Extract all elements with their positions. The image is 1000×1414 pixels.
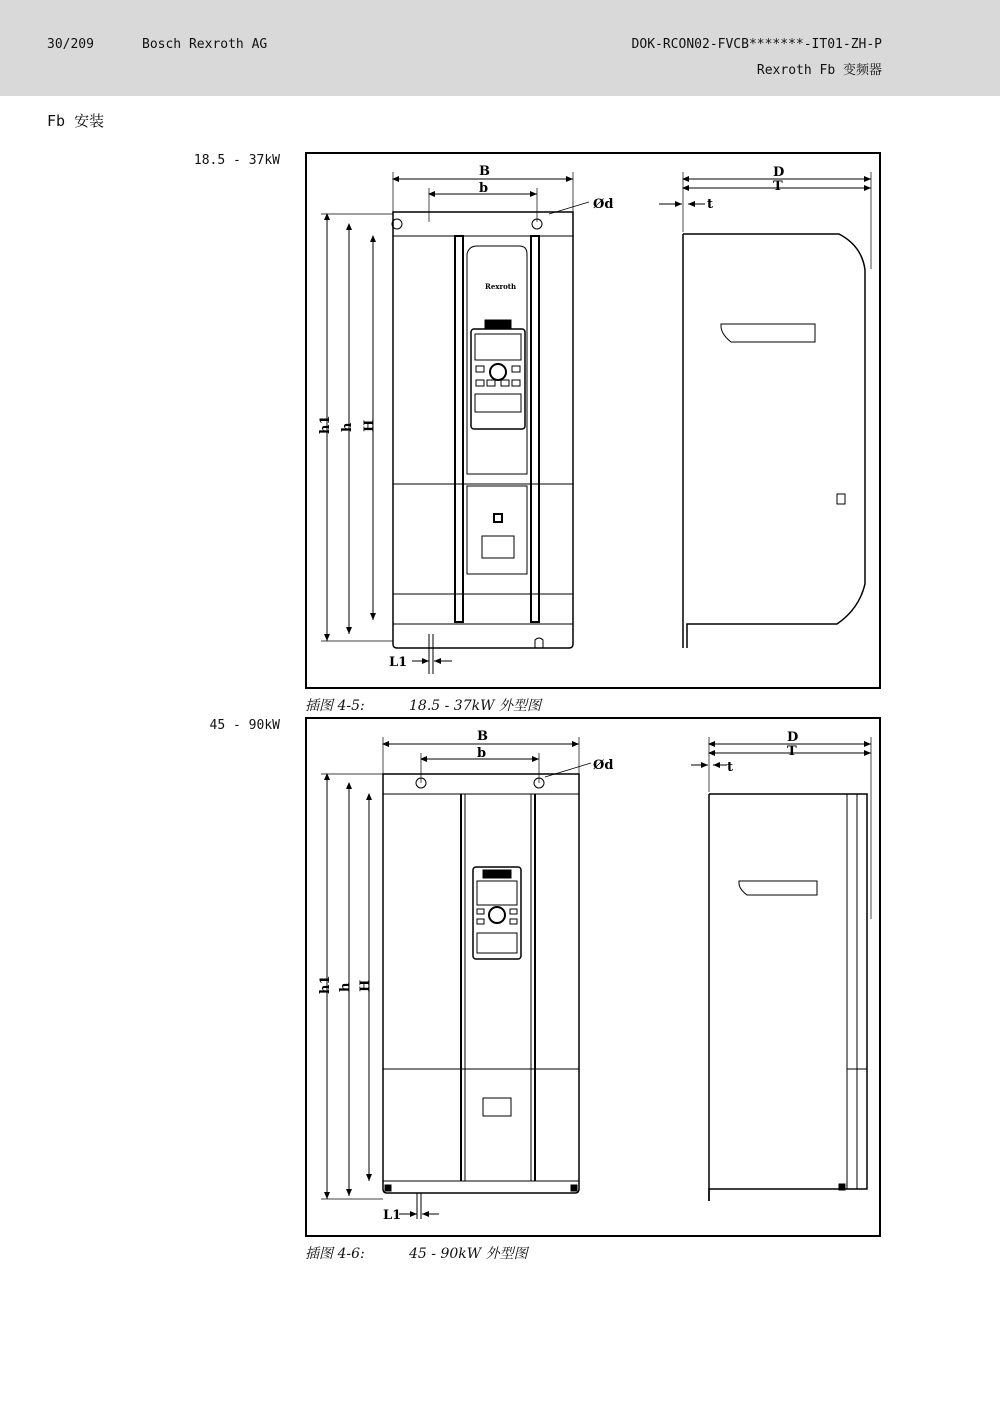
power-label-2: 45 - 90kW xyxy=(209,718,280,733)
svg-text:H: H xyxy=(362,419,377,432)
svg-text:Ød: Ød xyxy=(593,758,614,773)
svg-text:B: B xyxy=(477,729,488,744)
page-header xyxy=(0,0,1000,96)
svg-text:h1: h1 xyxy=(318,975,333,994)
svg-text:t: t xyxy=(707,197,714,212)
page-number: 30/209 xyxy=(47,37,94,52)
caption-text-2: 45 - 90kW 外型图 xyxy=(409,1246,528,1262)
svg-text:D: D xyxy=(773,165,785,180)
svg-text:b: b xyxy=(477,746,487,761)
caption-number-2: 插图 4-6: xyxy=(305,1246,365,1262)
svg-text:L1: L1 xyxy=(383,1208,402,1223)
svg-text:T: T xyxy=(787,744,797,759)
document-code: DOK-RCON02-FVCB*******-IT01-ZH-P xyxy=(631,37,882,52)
svg-text:h1: h1 xyxy=(318,415,333,434)
svg-text:D: D xyxy=(787,730,799,745)
svg-text:b: b xyxy=(479,181,489,196)
figure-4-6-drawing xyxy=(305,717,881,1237)
svg-text:B: B xyxy=(479,164,490,179)
section-title: Fb 安装 xyxy=(47,112,105,130)
front-and-side-view-1 xyxy=(307,154,883,691)
front-and-side-view-2 xyxy=(307,719,883,1239)
svg-text:H: H xyxy=(358,979,373,992)
power-label-1: 18.5 - 37kW xyxy=(193,153,280,168)
svg-text:t: t xyxy=(727,760,734,775)
svg-text:h: h xyxy=(338,982,353,992)
document-subtitle: Rexroth Fb 变频器 xyxy=(756,63,882,78)
svg-text:Ød: Ød xyxy=(593,197,614,212)
svg-text:h: h xyxy=(340,422,355,432)
figure-caption-1 xyxy=(305,695,541,715)
figure-caption-2 xyxy=(305,1243,528,1263)
svg-text:L1: L1 xyxy=(389,655,408,670)
caption-text-1: 18.5 - 37kW 外型图 xyxy=(409,698,541,714)
svg-text:T: T xyxy=(773,179,783,194)
company-name: Bosch Rexroth AG xyxy=(142,37,268,52)
figure-4-5-drawing xyxy=(305,152,881,689)
svg-text:Rexroth: Rexroth xyxy=(485,282,517,291)
caption-number-1: 插图 4-5: xyxy=(305,698,365,714)
